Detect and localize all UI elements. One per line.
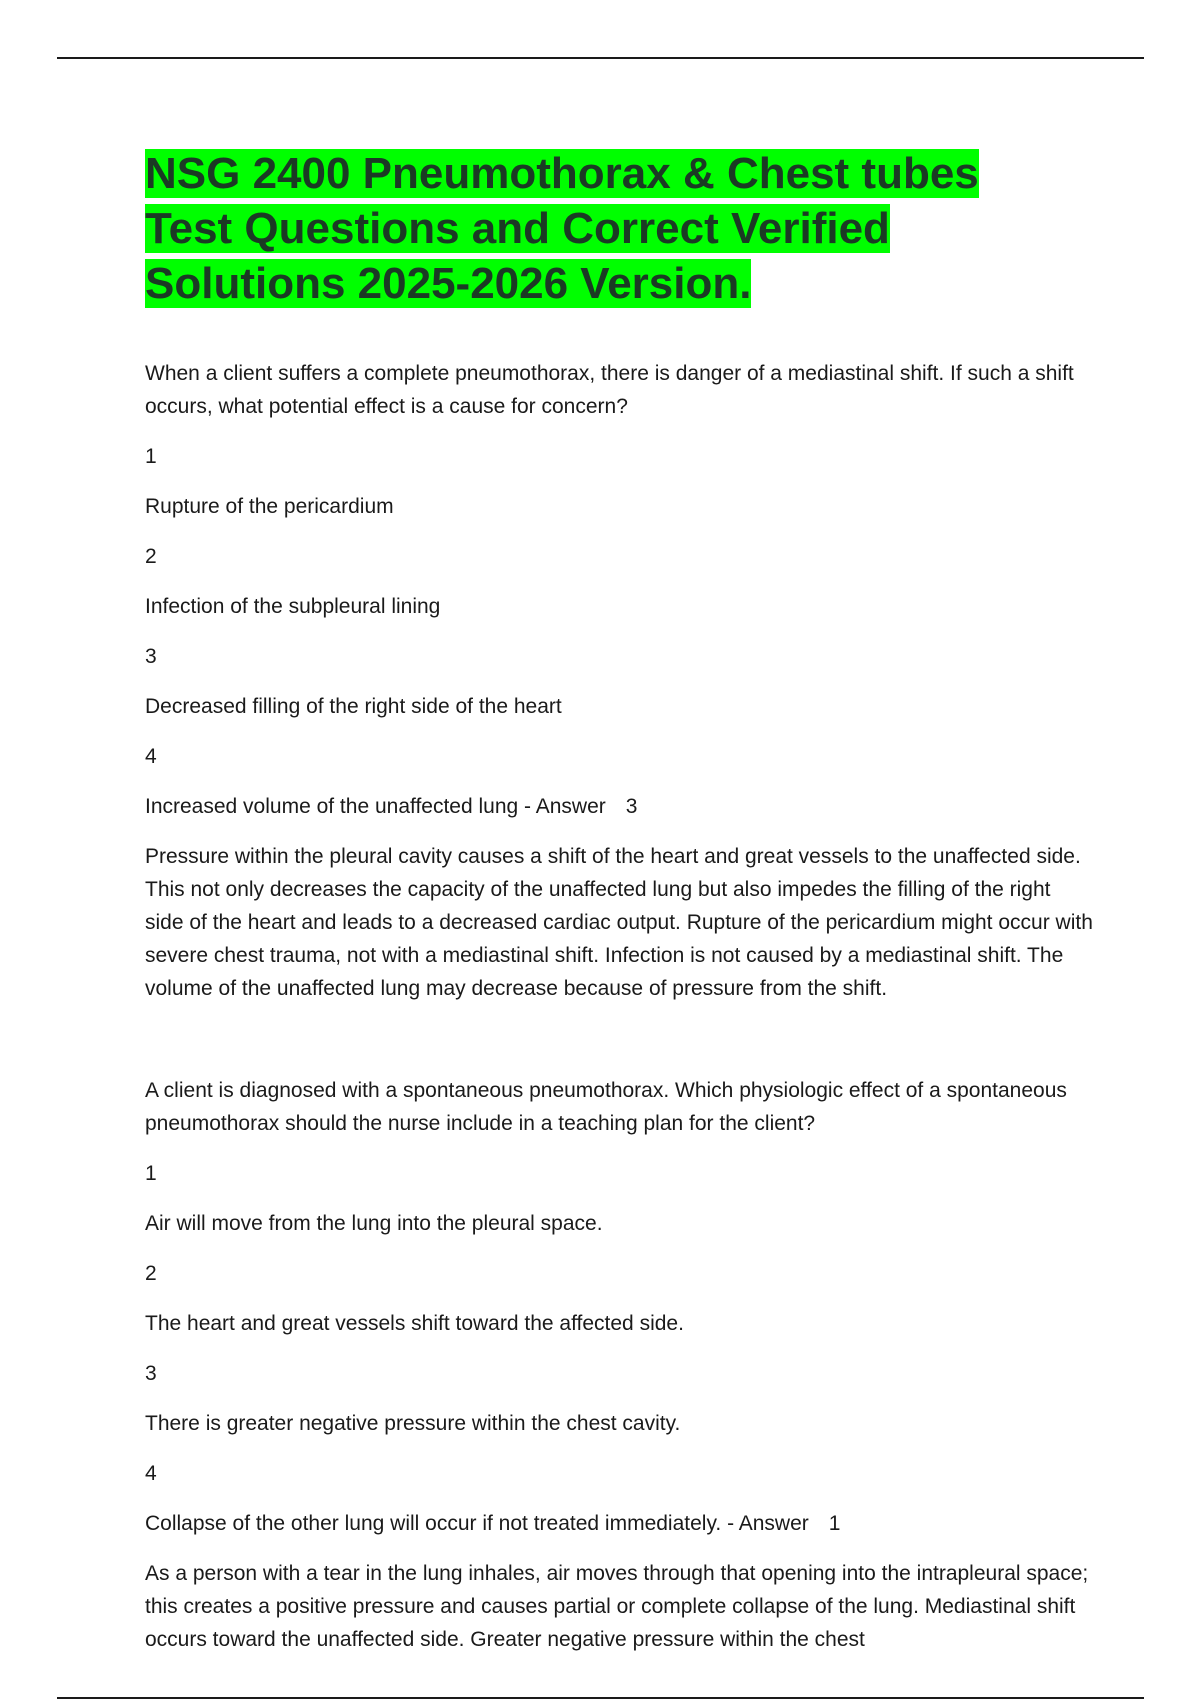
q1-answer: 3 — [625, 795, 638, 818]
q1-option-3-text: Decreased filling of the right side of the heart — [145, 695, 562, 718]
answer-label: - Answer — [727, 1512, 809, 1535]
q1-option-4-text: Increased volume of the unaffected lung — [145, 795, 519, 818]
bottom-rule — [57, 1697, 1144, 1699]
q2-option-3-number: 3 — [145, 1362, 157, 1385]
q1-option-3-number: 3 — [145, 645, 157, 668]
q2-option-2-text: The heart and great vessels shift toward the affected side. — [145, 1312, 684, 1335]
q2-option-4-line — [145, 1507, 1093, 1540]
document-body — [145, 140, 1093, 1696]
q2-option-2-number: 2 — [145, 1262, 157, 1285]
q1-option-2-number: 2 — [145, 545, 157, 568]
q2-rationale: As a person with a tear in the lung inhales, air moves through that opening into the intrapleural space; this creates a positive pressure and causes partial or complete collapse of the lung. Mediastinal shift occurs toward the unaffected side. Greater negative pressure within the chest — [145, 1562, 1089, 1651]
q1-option-1-text: Rupture of the pericardium — [145, 495, 394, 518]
q1-option-4-line — [145, 790, 1093, 823]
q2-option-4-number: 4 — [145, 1462, 157, 1485]
question-2-text: A client is diagnosed with a spontaneous pneumothorax. Which physiologic effect of a spontaneous pneumothorax should the nurse include in a teaching plan for the client? — [145, 1079, 1067, 1135]
q1-option-4-number: 4 — [145, 745, 157, 768]
q2-option-4-text: Collapse of the other lung will occur if not treated immediately. — [145, 1512, 722, 1535]
q2-option-3-text: There is greater negative pressure within the chest cavity. — [145, 1412, 681, 1435]
answer-label: - Answer — [524, 795, 606, 818]
top-rule — [57, 57, 1144, 59]
q1-rationale: Pressure within the pleural cavity causes a shift of the heart and great vessels to the unaffected side. This not only decreases the capacity of the unaffected lung but also impedes the filling of the right side of the heart and leads to a decreased cardiac output. Rupture of the pericardium might occur with severe chest trauma, not with a mediastinal shift. Infection is not caused by a mediastinal shift. The volume of the unaffected lung may decrease because of pressure from the shift. — [145, 845, 1093, 1000]
q1-option-2-text: Infection of the subpleural lining — [145, 595, 441, 618]
q2-option-1-number: 1 — [145, 1162, 157, 1185]
q2-option-1-text: Air will move from the lung into the pleural space. — [145, 1212, 603, 1235]
q1-option-1-number: 1 — [145, 445, 157, 468]
title-highlight: NSG 2400 Pneumothorax & Chest tubes Test Questions and Correct Verified Solutions 2025-2026 Version. — [145, 149, 979, 308]
q2-answer: 1 — [828, 1512, 841, 1535]
question-1-text: When a client suffers a complete pneumothorax, there is danger of a mediastinal shift. If such a shift occurs, what potential effect is a cause for concern? — [145, 362, 1074, 418]
document-title — [145, 146, 1005, 311]
question-spacer — [145, 1022, 1093, 1074]
